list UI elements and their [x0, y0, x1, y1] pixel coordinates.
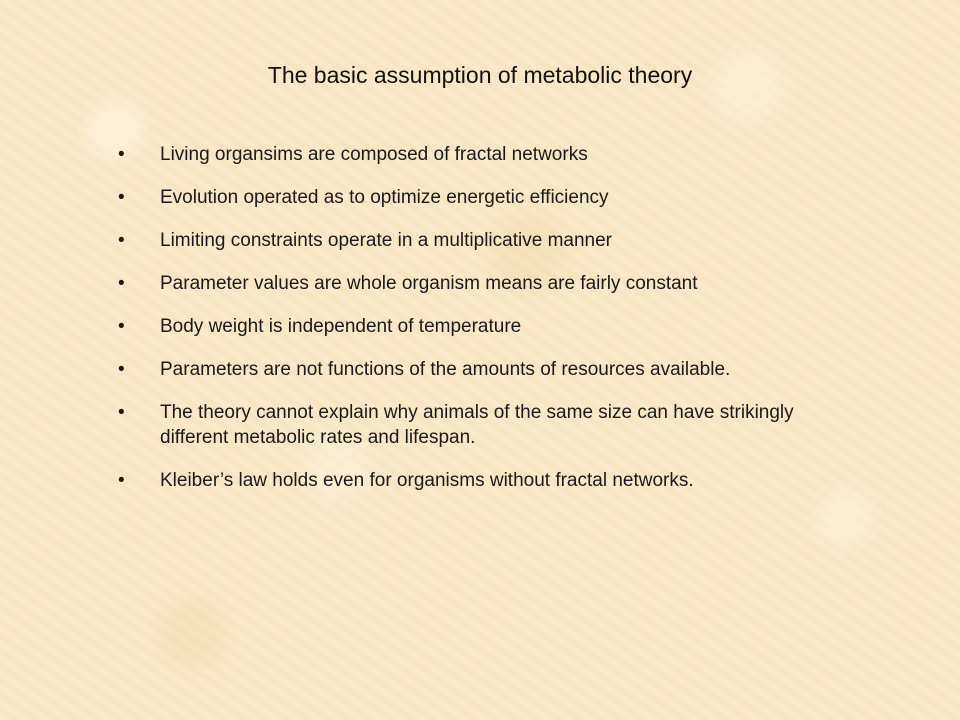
- bullet-item: [118, 228, 838, 253]
- bullet-dot-icon: •: [118, 144, 125, 165]
- bullet-text: Parameters are not functions of the amounts of resources available.: [160, 359, 731, 380]
- bullet-item: [118, 400, 838, 450]
- bullet-text: The theory cannot explain why animals of the same size can have strikingly different metabolic rates and lifespan.: [160, 402, 794, 448]
- bullet-item: [118, 468, 838, 493]
- bullet-item: [118, 142, 838, 167]
- bullet-dot-icon: •: [118, 230, 125, 251]
- bullet-item: [118, 357, 838, 382]
- bullet-dot-icon: •: [118, 187, 125, 208]
- bullet-text: Kleiber’s law holds even for organisms without fractal networks.: [160, 470, 694, 491]
- bullet-item: [118, 185, 838, 210]
- bullet-dot-icon: •: [118, 402, 125, 423]
- bullet-text: Parameter values are whole organism means are fairly constant: [160, 273, 698, 294]
- bullet-text: Evolution operated as to optimize energetic efficiency: [160, 187, 609, 208]
- bullet-item: [118, 271, 838, 296]
- bullet-text: Limiting constraints operate in a multiplicative manner: [160, 230, 612, 251]
- bullet-text: Living organsims are composed of fractal networks: [160, 144, 588, 165]
- bullet-list: [118, 142, 838, 511]
- bullet-text: Body weight is independent of temperature: [160, 316, 522, 337]
- slide-title: The basic assumption of metabolic theory: [267, 62, 693, 88]
- bullet-item: [118, 314, 838, 339]
- bullet-dot-icon: •: [118, 273, 125, 294]
- bullet-dot-icon: •: [118, 359, 125, 380]
- bullet-dot-icon: •: [118, 316, 125, 337]
- bullet-dot-icon: •: [118, 470, 125, 491]
